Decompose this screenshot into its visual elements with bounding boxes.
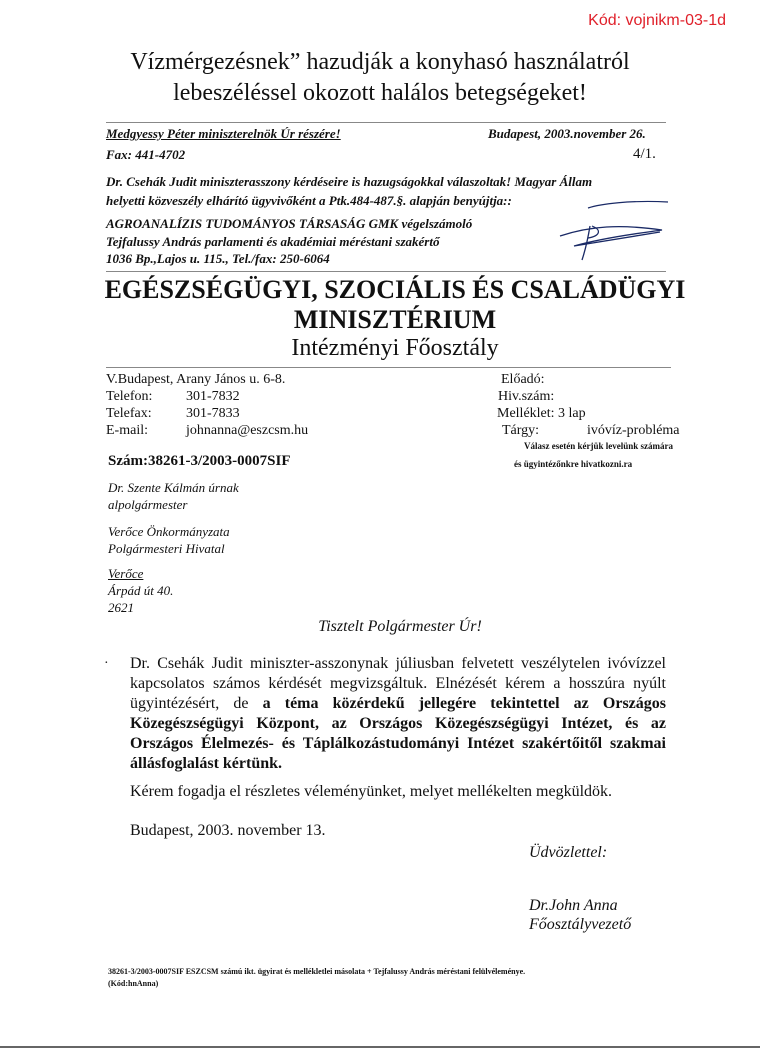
fax-label: Telefax: [106,406,152,421]
document-code-label: Kód: vojnikm-03-1d [588,12,726,29]
hiv-szam-label: Hiv.szám: [498,389,555,404]
ministry-name-line-1: EGÉSZSÉGÜGYI, SZOCIÁLIS ÉS CSALÁDÜGYI [104,275,686,304]
email-address: johnanna@eszcsm.hu [186,423,309,438]
header-place-date: Budapest, 2003.november 26. [488,126,646,141]
letter-body [130,654,666,810]
recipient-city: Verőce [108,566,144,581]
phone-label: Telefon: [106,389,153,404]
email-label: E-mail: [106,423,148,438]
expert-name: Tejfalussy András parlamenti és akadémiai méréstani szakértő [106,234,440,249]
handwritten-signature [530,196,670,266]
melleklet-label: Melléklet: 3 lap [497,406,586,421]
recipient-role: alpolgármester [108,497,188,512]
signatory-name: Dr.John Anna [529,897,618,914]
reply-note-line-2: és ügyintézőnkre hivatkozni.ra [514,459,633,469]
fax-number: 301-7833 [186,406,240,421]
bullet-mark: · [104,656,109,671]
body-paragraph-1-bold: a téma közérdekű jellegére tekintettel az Országos Közegészségügyi Központ, az Országos Közegészségügyi Intézet, és az Országos Élelmezés- és Táplálkozástudományi Intézet szakértőitől szakmai állásfoglalást kértünk. [130,695,666,772]
footer-note-line-2: (Kód:hnAnna) [108,979,159,988]
bottom-scan-edge [0,1046,760,1048]
statement-line-1: Dr. Csehák Judit miniszterasszony kérdéseire is hazugságokkal válaszoltak! Magyar Állam [106,174,593,189]
header-fax: Fax: 441-4702 [106,147,186,162]
ministry-name-line-2: MINISZTÉRIUM [293,305,497,334]
signatory-title: Főosztályvezető [529,916,632,933]
reference-number: Szám:38261-3/2003-0007SIF [108,453,291,469]
sender-address: 1036 Bp.,Lajos u. 115., Tel./fax: 250-6064 [106,251,330,266]
body-paragraph-1-plain: Dr. Csehák Judit miniszter-asszonynak júliusban felvetett veszélytelen ivóvízzel kapcsolatos számos kérdését megvizsgáltuk. Elnézését kérem a hosszúra nyúlt ügyintézésért, de [130,655,666,712]
targy-label: Tárgy: [502,423,540,438]
recipient-zip: 2621 [108,600,134,615]
headline-line-2: lebeszéléssel okozott halálos betegségeket! [173,80,587,106]
footer-note-line-1: 38261-3/2003-0007SIF ESZCSM számú ikt. ügyirat és mellékletlei másolata + Tejfalussy András méréstani felülvéleménye. [108,967,526,976]
letter-date: Budapest, 2003. november 13. [130,822,326,839]
phone-number: 301-7832 [186,389,240,404]
recipient-org-2: Polgármesteri Hivatal [108,541,225,556]
body-paragraph-2: Kérem fogadja el részletes véleményünket, melyet mellékelten megküldök. [130,783,613,800]
targy-value: ivóvíz-probléma [587,423,680,438]
recipient-org-1: Verőce Önkormányzata [108,524,230,539]
header-top-rule [106,122,666,123]
closing-greeting: Üdvözlettel: [529,844,608,861]
eloado-label: Előadó: [501,372,545,387]
letterhead-rule [106,367,671,368]
company-name: AGROANALÍZIS TUDOMÁNYOS TÁRSASÁG GMK végelszámoló [106,216,473,231]
recipient-street: Árpád út 40. [108,583,174,598]
header-addressee: Medgyessy Péter miniszterelnök Úr részére! [106,126,341,141]
salutation: Tisztelt Polgármester Úr! [318,618,482,635]
ministry-address: V.Budapest, Arany János u. 6-8. [106,372,286,387]
statement-line-2: helyetti közveszély elhárító ügyvivőként a Ptk.484-487.§. alapján benyújtja:: [106,193,512,208]
recipient-name: Dr. Szente Kálmán úrnak [108,480,239,495]
page-number: 4/1. [633,146,656,162]
header-bottom-rule [106,271,666,272]
body-paragraph-1 [130,654,666,774]
reply-note-line-1: Válasz esetén kérjük levelünk számára [524,441,673,451]
department-name: Intézményi Főosztály [291,335,499,361]
headline-line-1: Vízmérgezésnek” hazudják a konyhasó használatról [130,49,630,75]
